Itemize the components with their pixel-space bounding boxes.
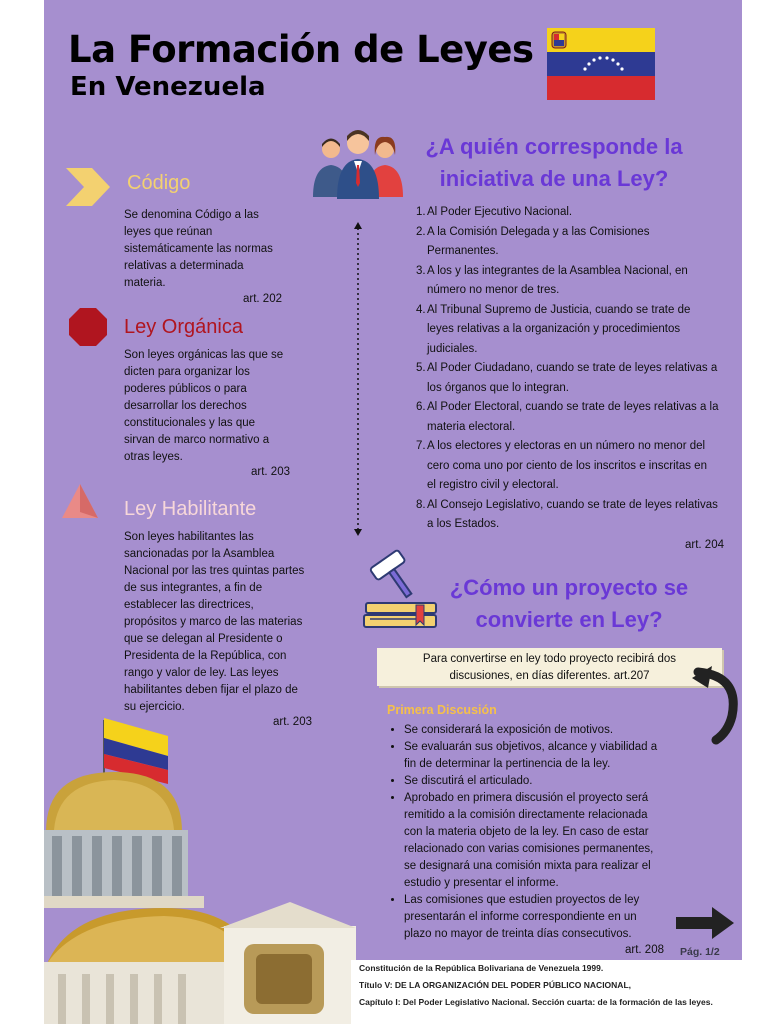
triangle-icon xyxy=(60,482,100,520)
right-arrow-icon xyxy=(674,905,736,941)
octagon-icon xyxy=(68,307,108,347)
proyecto-heading: ¿Cómo un proyecto se convierte en Ley? xyxy=(449,575,689,632)
codigo-heading: Código xyxy=(127,172,191,194)
page-number: Pág. 1/2 xyxy=(680,946,720,958)
infographic-page xyxy=(44,0,742,1024)
dotted-connector xyxy=(352,220,364,538)
page-subtitle: En Venezuela xyxy=(70,72,266,102)
iniciativa-heading: ¿A quién corresponde la iniciativa de una Ley? xyxy=(425,134,683,191)
list-item: 4. Al Tribunal Supremo de Justicia, cuando se trate de leyes relativas a la organización y procedimientos judiciales. xyxy=(416,303,691,355)
codigo-article: art. 202 xyxy=(243,293,282,305)
page-title: La Formación de Leyes xyxy=(68,28,534,71)
chevron-icon xyxy=(66,168,112,206)
capitol-dome xyxy=(44,712,356,1024)
codigo-text: Se denomina Código a las leyes que reúnan sistemáticamente las normas relativas a determinada materia. xyxy=(124,209,273,289)
primera-discusion-heading: Primera Discusión xyxy=(387,703,497,717)
list-item: • Se discutirá el articulado. xyxy=(404,773,684,790)
list-item: • Se considerará la exposición de motivos. xyxy=(404,722,684,739)
list-item: 1. Al Poder Ejecutivo Nacional. xyxy=(416,206,573,218)
ley-habilitante-text: Son leyes habilitantes las sancionadas por la Asamblea Nacional por las tres quintas partes de sus integrantes, a fin de establecer las directrices, propósitos y marco de las materias que se delegan al Presidente o Presidenta de la República, con rango y valor de ley. Las leyes habilitantes deben fijar el plazo de su ejercicio. xyxy=(124,531,305,713)
ley-organica-heading: Ley Orgánica xyxy=(124,316,243,338)
list-item: 7. A los electores y electoras en un número no menor del cero coma uno por ciento de los inscritos e inscritas en el registro civil y electoral. xyxy=(416,440,707,491)
list-item: • Se evaluarán sus objetivos, alcance y viabilidad a fin de determinar la pertinencia de la ley. xyxy=(404,739,684,773)
ley-habilitante-article: art. 203 xyxy=(273,716,312,728)
proyecto-note: Para convertirse en ley todo proyecto recibirá dos discusiones, en días diferentes. art.207 xyxy=(377,648,722,686)
list-item: • Aprobado en primera discusión el proyecto será remitido a la comisión directamente relacionada con la materia objeto de la ley. En caso de estar relacionado con varias comisiones permanentes, se designará una comisión mixta para realizar el estudio y presentar el informe. xyxy=(404,790,684,892)
list-item: 3. A los y las integrantes de la Asamblea Nacional, en número no menor de tres. xyxy=(416,264,688,296)
flag-stars xyxy=(547,52,655,76)
iniciativa-list xyxy=(416,203,736,535)
ley-habilitante-heading: Ley Habilitante xyxy=(124,498,257,520)
footer-citation: Constitución de la República Bolivariana de Venezuela 1999. Título V: DE LA ORGANIZACIÓN DEL PODER PÚBLICO NACIONAL, Capítulo I: Del Poder Legislativo Nacional. Sección cuarta: de la formación de las leyes. xyxy=(351,960,742,1024)
primera-discusion-list xyxy=(392,722,684,943)
people-icon xyxy=(309,125,407,200)
list-item: 5. Al Poder Ciudadano, cuando se trate de leyes relativas a los órganos que lo integran. xyxy=(416,362,718,394)
venezuela-flag xyxy=(547,28,655,100)
iniciativa-article: art. 204 xyxy=(685,539,724,551)
ley-organica-article: art. 203 xyxy=(251,466,290,478)
list-item: • Las comisiones que estudien proyectos de ley presentarán el informe correspondiente en un plazo no mayor de treinta días consecutivos. xyxy=(404,892,684,943)
list-item: 6. Al Poder Electoral, cuando se trate de leyes relativas a la materia electoral. xyxy=(416,401,719,433)
coat-of-arms-icon xyxy=(550,30,568,50)
list-item: 2. A la Comisión Delegada y a las Comisiones Permanentes. xyxy=(416,225,650,257)
ley-organica-text: Son leyes orgánicas las que se dicten para organizar los poderes públicos o para desarrollar los derechos constitucionales y las que sirvan de marco normativo a otras leyes. xyxy=(124,349,284,463)
curved-arrow-icon xyxy=(686,666,742,746)
list-item: 8. Al Consejo Legislativo, cuando se trate de leyes relativas a los Estados. xyxy=(416,498,718,530)
proyecto-article: art. 208 xyxy=(625,944,664,956)
